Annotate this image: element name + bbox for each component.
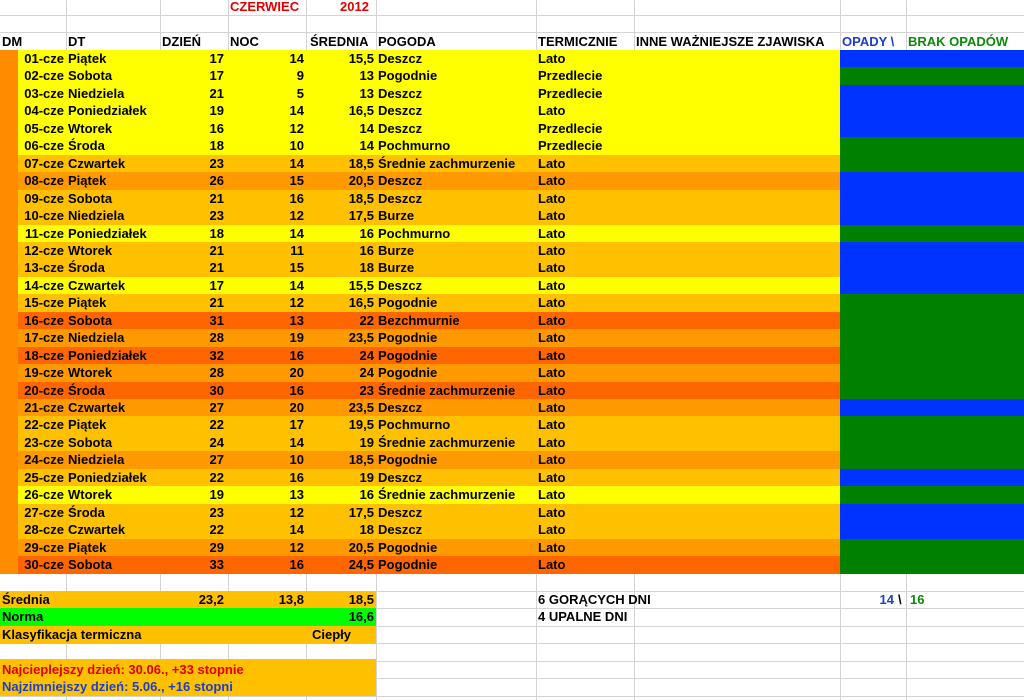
cell-dm: 28-cze	[24, 522, 64, 538]
class-label: Klasyfikacja termiczna	[2, 627, 142, 642]
warmest-day: Najcieplejszy dzień: 30.06., +33 stopnie	[2, 662, 244, 677]
cell-avg: 22	[359, 312, 374, 328]
cell-thermal: Lato	[538, 173, 566, 189]
precip-fill	[840, 504, 1024, 522]
cell-dm: 04-cze	[24, 103, 64, 119]
precip-fill	[840, 451, 1024, 469]
precip-fill	[840, 190, 1024, 208]
precip-fill	[840, 486, 1024, 504]
cell-weather: Deszcz	[378, 190, 423, 206]
precip-fill	[840, 469, 1024, 487]
cell-day: 21	[209, 242, 224, 258]
cell-dm: 21-cze	[24, 400, 64, 415]
cell-night: 14	[289, 522, 304, 538]
cell-dt: Sobota	[68, 68, 113, 84]
precip-fill	[840, 172, 1024, 190]
cell-weather: Pogodnie	[378, 452, 438, 468]
precip-fill	[840, 347, 1024, 365]
cell-night: 12	[289, 120, 304, 136]
cell-dm: 25-cze	[24, 469, 64, 485]
cell-avg: 17,5	[348, 504, 374, 520]
header-rain: OPADY \	[842, 34, 895, 49]
cell-avg: 19	[359, 469, 374, 485]
rain-count: 14	[879, 592, 894, 607]
cell-weather: Pogodnie	[378, 365, 438, 381]
cell-thermal: Lato	[538, 365, 566, 381]
cell-avg: 16	[359, 225, 374, 241]
cell-thermal: Lato	[538, 312, 566, 328]
cell-avg: 13	[359, 68, 374, 84]
cell-day: 23	[209, 208, 224, 224]
year-title: 2012	[340, 0, 369, 14]
cell-thermal: Przedlecie	[538, 68, 603, 84]
header-day: DZIEŃ	[162, 34, 201, 49]
cell-avg: 16,5	[348, 103, 374, 119]
month-title: CZERWIEC	[230, 0, 300, 14]
cell-thermal: Przedlecie	[538, 120, 603, 136]
cell-day: 27	[209, 400, 224, 415]
cell-day: 31	[209, 312, 224, 328]
cell-weather: Deszcz	[378, 85, 423, 101]
precip-fill	[840, 67, 1024, 85]
cell-day: 24	[209, 434, 224, 450]
cell-thermal: Lato	[538, 277, 566, 293]
cell-dm: 22-cze	[24, 417, 64, 433]
cell-avg: 15,5	[348, 277, 374, 293]
cell-dm: 18-cze	[24, 347, 64, 363]
cell-avg: 24	[359, 365, 374, 381]
cell-thermal: Lato	[538, 242, 566, 258]
cell-day: 22	[209, 469, 224, 485]
cell-dt: Środa	[68, 138, 105, 154]
cell-weather: Pogodnie	[378, 68, 438, 84]
cell-day: 19	[209, 103, 224, 119]
cell-weather: Bezchmurnie	[378, 312, 460, 328]
cell-dt: Niedziela	[68, 85, 125, 101]
cell-dt: Środa	[68, 260, 105, 276]
norma-value: 16,6	[348, 609, 374, 624]
precip-fill	[840, 259, 1024, 277]
cell-weather: Pogodnie	[378, 347, 438, 363]
cell-day: 21	[209, 85, 224, 101]
class-value: Ciepły	[312, 627, 352, 642]
cell-weather: Deszcz	[378, 277, 423, 293]
cell-night: 14	[289, 155, 304, 171]
cell-day: 28	[209, 330, 224, 346]
cell-dt: Niedziela	[68, 330, 125, 346]
cell-thermal: Lato	[538, 295, 566, 311]
cell-night: 14	[289, 51, 304, 66]
cell-day: 21	[209, 190, 224, 206]
avg-night: 13,8	[278, 592, 304, 607]
cell-weather: Deszcz	[378, 120, 423, 136]
coldest-day: Najzimniejszy dzień: 5.06., +16 stopni	[2, 679, 233, 694]
cell-dm: 17-cze	[24, 330, 64, 346]
cell-day: 33	[209, 557, 224, 573]
cell-dm: 13-cze	[24, 260, 64, 276]
avg-mean: 18,5	[348, 592, 374, 607]
precip-fill	[840, 137, 1024, 155]
cell-avg: 19,5	[348, 417, 374, 433]
cell-dt: Sobota	[68, 190, 113, 206]
cell-dt: Czwartek	[68, 400, 126, 415]
cell-weather: Średnie zachmurzenie	[378, 155, 516, 171]
cell-dt: Piątek	[68, 539, 107, 555]
cell-night: 13	[289, 487, 304, 503]
cell-avg: 15,5	[348, 51, 374, 66]
cell-weather: Deszcz	[378, 469, 423, 485]
cell-weather: Burze	[378, 242, 415, 258]
cell-dm: 14-cze	[24, 277, 64, 293]
cell-avg: 16	[359, 242, 374, 258]
cell-dm: 23-cze	[24, 434, 64, 450]
cell-dt: Niedziela	[68, 208, 125, 224]
cell-night: 9	[296, 68, 304, 84]
cell-dt: Piątek	[68, 417, 107, 433]
cell-dm: 26-cze	[24, 487, 64, 503]
cell-day: 17	[209, 51, 224, 66]
cell-day: 22	[209, 522, 224, 538]
cell-weather: Średnie zachmurzenie	[378, 487, 516, 503]
cell-night: 14	[289, 434, 304, 450]
cell-night: 16	[289, 190, 304, 206]
cell-dm: 10-cze	[24, 208, 64, 224]
cell-avg: 19	[359, 434, 374, 450]
cell-thermal: Przedlecie	[538, 85, 603, 101]
cell-weather: Pogodnie	[378, 330, 438, 346]
cell-night: 20	[289, 365, 304, 381]
cell-day: 27	[209, 452, 224, 468]
cell-dm: 29-cze	[24, 539, 64, 555]
cell-thermal: Lato	[538, 522, 566, 538]
cell-night: 12	[289, 539, 304, 555]
cell-dt: Sobota	[68, 557, 113, 573]
cell-avg: 24	[359, 347, 374, 363]
cell-dt: Niedziela	[68, 452, 125, 468]
cell-night: 12	[289, 295, 304, 311]
cell-dt: Wtorek	[68, 487, 113, 503]
cell-avg: 20,5	[348, 539, 374, 555]
cell-thermal: Lato	[538, 487, 566, 503]
precip-fill	[840, 434, 1024, 452]
cell-thermal: Lato	[538, 51, 566, 66]
cell-avg: 17,5	[348, 208, 374, 224]
cell-avg: 16	[359, 487, 374, 503]
precip-fill	[840, 50, 1024, 68]
cell-avg: 16,5	[348, 295, 374, 311]
cell-night: 14	[289, 225, 304, 241]
cell-avg: 18,5	[348, 155, 374, 171]
hot-days: 6 GORĄCYCH DNI	[538, 592, 651, 607]
cell-night: 16	[289, 382, 304, 398]
precip-fill	[840, 329, 1024, 347]
cell-thermal: Lato	[538, 452, 566, 468]
cell-weather: Średnie zachmurzenie	[378, 434, 516, 450]
cell-night: 12	[289, 208, 304, 224]
cell-dt: Środa	[68, 382, 105, 398]
cell-thermal: Lato	[538, 103, 566, 119]
precip-fill	[840, 539, 1024, 557]
precip-fill	[840, 312, 1024, 330]
cell-avg: 14	[359, 120, 374, 136]
cell-avg: 23,5	[348, 400, 374, 415]
cell-weather: Deszcz	[378, 522, 423, 538]
cell-dm: 05-cze	[24, 120, 64, 136]
precip-fill	[840, 364, 1024, 382]
cell-day: 23	[209, 504, 224, 520]
cell-thermal: Lato	[538, 190, 566, 206]
cell-weather: Średnie zachmurzenie	[378, 382, 516, 398]
cell-night: 5	[296, 85, 304, 101]
cell-day: 21	[209, 260, 224, 276]
cell-avg: 20,5	[348, 173, 374, 189]
cell-thermal: Lato	[538, 330, 566, 346]
precip-fill	[840, 399, 1024, 417]
header-avg: ŚREDNIA	[310, 34, 369, 49]
avg-label: Średnia	[2, 592, 50, 607]
header-events: INNE WAŻNIEJSZE ZJAWISKA	[636, 34, 825, 49]
cell-thermal: Lato	[538, 434, 566, 450]
precip-fill	[840, 521, 1024, 539]
cell-avg: 13	[359, 85, 374, 101]
cell-dm: 12-cze	[24, 242, 64, 258]
cell-dt: Poniedziałek	[68, 225, 147, 241]
cell-dt: Poniedziałek	[68, 347, 147, 363]
cell-dm: 30-cze	[24, 557, 64, 573]
precip-fill	[840, 85, 1024, 103]
avg-day: 23,2	[198, 592, 224, 607]
cell-dm: 01-cze	[24, 51, 64, 66]
cell-dt: Poniedziałek	[68, 469, 147, 485]
cell-night: 17	[289, 417, 304, 433]
cell-avg: 23,5	[348, 330, 374, 346]
cell-thermal: Lato	[538, 225, 566, 241]
cell-avg: 18,5	[348, 190, 374, 206]
precip-fill	[840, 277, 1024, 295]
cell-weather: Pochmurno	[378, 417, 451, 433]
norma-label: Norma	[2, 609, 44, 624]
cell-day: 22	[209, 417, 224, 433]
cell-thermal: Lato	[538, 417, 566, 433]
cell-avg: 18,5	[348, 452, 374, 468]
precip-fill	[840, 155, 1024, 173]
cell-dt: Sobota	[68, 434, 113, 450]
cell-weather: Burze	[378, 208, 415, 224]
cell-day: 18	[209, 225, 224, 241]
cell-thermal: Lato	[538, 400, 566, 415]
cell-thermal: Lato	[538, 539, 566, 555]
cell-weather: Pogodnie	[378, 557, 438, 573]
precip-fill	[840, 382, 1024, 400]
precip-fill	[840, 102, 1024, 120]
cell-dm: 02-cze	[24, 68, 64, 84]
cell-dt: Środa	[68, 504, 105, 520]
cell-weather: Pochmurno	[378, 138, 451, 154]
cell-dt: Czwartek	[68, 155, 126, 171]
cell-night: 14	[289, 103, 304, 119]
cell-night: 16	[289, 347, 304, 363]
cell-thermal: Lato	[538, 382, 566, 398]
cell-dm: 11-cze	[24, 225, 64, 241]
precip-fill	[840, 294, 1024, 312]
cell-night: 15	[289, 260, 304, 276]
cell-dm: 03-cze	[24, 85, 64, 101]
cell-weather: Deszcz	[378, 173, 423, 189]
cell-night: 19	[289, 330, 304, 346]
cell-dm: 19-cze	[24, 365, 64, 381]
cell-dm: 16-cze	[24, 312, 64, 328]
cell-dm: 15-cze	[24, 295, 64, 311]
cell-day: 26	[209, 173, 224, 189]
cell-thermal: Lato	[538, 260, 566, 276]
precip-fill	[840, 556, 1024, 574]
cell-night: 15	[289, 173, 304, 189]
cell-dt: Piątek	[68, 173, 107, 189]
cell-day: 30	[209, 382, 224, 398]
cell-day: 16	[209, 120, 224, 136]
cell-day: 32	[209, 347, 224, 363]
cell-weather: Deszcz	[378, 51, 423, 66]
cell-dm: 24-cze	[24, 452, 64, 468]
cell-dt: Wtorek	[68, 242, 113, 258]
cell-night: 16	[289, 557, 304, 573]
cell-dt: Wtorek	[68, 120, 113, 136]
cell-dm: 06-cze	[24, 138, 64, 154]
header-weather: POGODA	[378, 34, 436, 49]
cell-thermal: Lato	[538, 504, 566, 520]
cell-day: 28	[209, 365, 224, 381]
cell-day: 19	[209, 487, 224, 503]
cell-day: 29	[209, 539, 224, 555]
header-dm: DM	[2, 34, 23, 49]
cell-day: 23	[209, 155, 224, 171]
cell-day: 18	[209, 138, 224, 154]
cell-dm: 27-cze	[24, 504, 64, 520]
precip-fill	[840, 225, 1024, 243]
cell-thermal: Lato	[538, 347, 566, 363]
cell-thermal: Przedlecie	[538, 138, 603, 154]
header-night: NOC	[230, 34, 259, 49]
cell-dt: Piątek	[68, 51, 107, 66]
cell-weather: Pochmurno	[378, 225, 451, 241]
cell-night: 10	[289, 138, 304, 154]
cell-dt: Sobota	[68, 312, 113, 328]
cell-thermal: Lato	[538, 557, 566, 573]
cell-thermal: Lato	[538, 208, 566, 224]
cell-day: 21	[209, 295, 224, 311]
gridline-horizontal	[0, 696, 1024, 697]
cell-night: 10	[289, 452, 304, 468]
precip-fill	[840, 416, 1024, 434]
precip-fill	[840, 207, 1024, 225]
precip-fill	[840, 242, 1024, 260]
cell-day: 17	[209, 277, 224, 293]
cell-thermal: Lato	[538, 469, 566, 485]
cell-thermal: Lato	[538, 155, 566, 171]
cell-weather: Burze	[378, 260, 415, 276]
gridline-horizontal	[0, 15, 1024, 16]
cell-avg: 14	[359, 138, 374, 154]
cell-night: 14	[289, 277, 304, 293]
cell-dt: Poniedziałek	[68, 103, 147, 119]
cell-dt: Czwartek	[68, 522, 126, 538]
cell-night: 16	[289, 469, 304, 485]
dry-count: 16	[910, 592, 925, 607]
cell-night: 11	[290, 242, 304, 258]
cell-dt: Czwartek	[68, 277, 126, 293]
cell-day: 17	[209, 68, 224, 84]
cell-night: 20	[289, 400, 304, 415]
cell-night: 13	[289, 312, 304, 328]
cell-dm: 20-cze	[24, 382, 64, 398]
cell-avg: 23	[359, 382, 374, 398]
cell-weather: Pogodnie	[378, 539, 438, 555]
header-thermal: TERMICZNIE	[538, 34, 618, 49]
precip-fill	[840, 120, 1024, 138]
cell-dm: 07-cze	[24, 155, 64, 171]
cell-dt: Wtorek	[68, 365, 113, 381]
cell-avg: 18	[359, 260, 374, 276]
cell-avg: 18	[359, 522, 374, 538]
cell-weather: Deszcz	[378, 400, 423, 415]
cell-night: 12	[289, 504, 304, 520]
cell-dm: 09-cze	[24, 190, 64, 206]
cell-dt: Piątek	[68, 295, 107, 311]
header-norain: BRAK OPADÓW	[908, 34, 1009, 49]
cell-weather: Pogodnie	[378, 295, 438, 311]
count-separator: \	[898, 592, 902, 607]
cell-avg: 24,5	[348, 557, 374, 573]
heat-days: 4 UPALNE DNI	[538, 609, 628, 624]
cell-weather: Deszcz	[378, 504, 423, 520]
cell-dm: 08-cze	[24, 173, 64, 189]
header-dt: DT	[68, 34, 86, 49]
cell-weather: Deszcz	[378, 103, 423, 119]
